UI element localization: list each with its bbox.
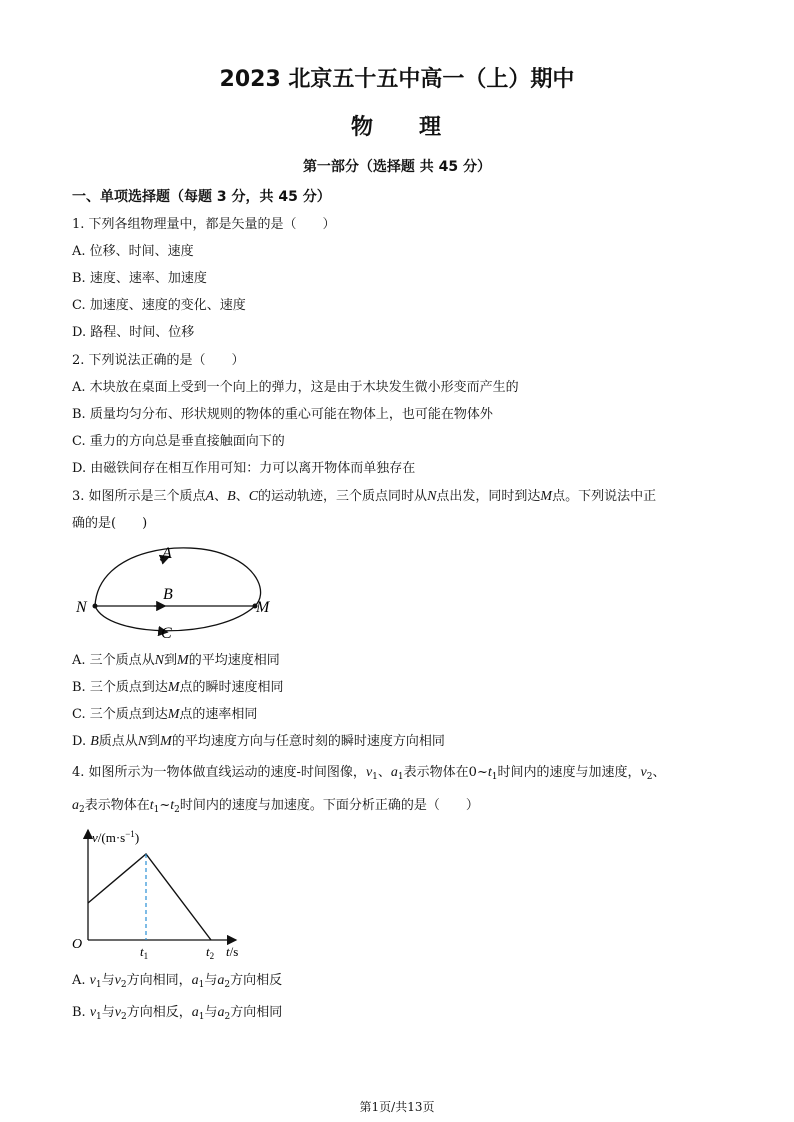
subscript: 1: [491, 772, 498, 782]
var-b: B: [227, 489, 236, 504]
subject-char-b: 理: [419, 115, 444, 140]
var-t: t: [149, 798, 154, 813]
var-a: a: [191, 1005, 199, 1020]
text: 与: [101, 973, 115, 988]
text: 时间内的速度与加速度。下面分析正确的是（ ）: [179, 798, 479, 813]
subscript: 1: [372, 772, 378, 782]
section-heading: 一、单项选择题（每题 3 分，共 45 分）: [72, 189, 331, 205]
subject-char-a: 物: [350, 115, 375, 140]
q4-option-b: [72, 1004, 282, 1026]
q2-option-b: B. 质量均匀分布、形状规则的物体的重心可能在物体上，也可能在物体外: [72, 407, 493, 422]
q3-trajectory-figure: [68, 538, 288, 646]
t-axis-label: t/s: [226, 944, 239, 959]
q3-option-d: [72, 733, 445, 751]
subscript: 2: [224, 1012, 231, 1022]
text: 到: [147, 734, 161, 749]
var-m: M: [177, 653, 189, 668]
q3-stem: [72, 488, 656, 506]
var-m: M: [540, 489, 553, 504]
separator: 、: [214, 489, 228, 504]
var-m: M: [167, 680, 180, 695]
var-v: v: [114, 1005, 122, 1020]
var-v: v: [640, 765, 647, 780]
origin-label: O: [72, 937, 83, 952]
text: ~: [159, 798, 171, 813]
q3-option-c: [72, 706, 257, 724]
trajectory-a: [95, 548, 261, 606]
text: A. 三个质点从: [72, 653, 155, 668]
label-m: M: [256, 599, 270, 616]
t2-label: $t_2$: [206, 944, 215, 961]
label-c: C: [161, 625, 172, 642]
var-a: a: [390, 765, 398, 780]
page-title: 2023 北京五十五中高一（上）期中: [219, 67, 575, 92]
var-m: M: [167, 707, 180, 722]
var-v: v: [89, 973, 96, 988]
text: 方向相反: [230, 973, 283, 988]
subscript: 1: [397, 772, 404, 782]
text: 质点从: [98, 734, 138, 749]
q3-option-b: [72, 679, 284, 697]
text: 点的瞬时速度相同: [179, 680, 284, 695]
subscript: 2: [121, 1012, 127, 1022]
var-b: B: [90, 734, 99, 749]
var-n: N: [137, 734, 148, 749]
var-n: N: [427, 489, 437, 504]
q3-option-a: [72, 652, 280, 670]
var-a: a: [72, 798, 79, 813]
var-v: v: [89, 1005, 97, 1020]
var-m: M: [160, 734, 172, 749]
part-heading: 第一部分（选择题 共 45 分）: [302, 159, 492, 175]
text: 的平均速度相同: [188, 653, 280, 668]
text: 与: [101, 1005, 115, 1020]
q1-option-c: C. 加速度、速度的变化、速度: [72, 298, 246, 313]
q1-stem: 1. 下列各组物理量中，都是矢量的是（ ）: [72, 217, 336, 232]
v-label: $v/(m\cdot s^{-1})$: [92, 829, 140, 845]
text: D.: [72, 734, 87, 749]
text: B.: [72, 1005, 86, 1020]
text: C. 三个质点到达: [72, 707, 168, 722]
text: B. 三个质点到达: [72, 680, 168, 695]
v-unit-close: ): [134, 830, 140, 845]
q1-option-d: D. 路程、时间、位移: [72, 325, 195, 340]
q2-stem: 2. 下列说法正确的是（ ）: [72, 353, 245, 368]
text: 0: [468, 765, 477, 780]
text: 到: [164, 653, 178, 668]
text: 、: [652, 765, 666, 780]
var-t: t: [487, 765, 492, 780]
var-t: t: [170, 798, 175, 813]
text: 方向相同，: [126, 973, 192, 988]
var-a: a: [217, 973, 225, 988]
page-footer: 第1页/共13页: [359, 1100, 435, 1114]
subscript: 2: [79, 805, 85, 815]
point-n: [93, 604, 98, 609]
subscript: 2: [224, 980, 231, 990]
var-a: a: [191, 973, 199, 988]
text: 时间内的速度与加速度，: [497, 765, 641, 780]
var-v: v: [365, 765, 373, 780]
text: 的平均速度方向与任意时刻的瞬时速度方向相同: [171, 734, 445, 749]
q3-stem-part: 3. 如图所示是三个质点: [72, 489, 206, 504]
q1-option-b: B. 速度、速率、加速度: [72, 271, 207, 286]
q2-option-c: C. 重力的方向总是垂直接触面向下的: [72, 434, 285, 449]
subscript: 1: [198, 980, 205, 990]
t1-label: $t_1$: [140, 944, 149, 961]
text: 点的速率相同: [179, 707, 258, 722]
var-a: a: [217, 1005, 225, 1020]
velocity-line: [88, 854, 211, 940]
var-a: A: [205, 489, 215, 504]
var-v: v: [114, 973, 121, 988]
label-b: B: [163, 586, 173, 603]
separator: 、: [235, 489, 249, 504]
text: 、: [377, 765, 391, 780]
var-c: C: [248, 489, 259, 504]
q4-vt-graph: [66, 822, 266, 962]
q1-option-a: A. 位移、时间、速度: [72, 244, 194, 259]
var-n: N: [154, 653, 164, 668]
subscript: 1: [95, 980, 102, 990]
text: A.: [72, 973, 86, 988]
q2-option-a: A. 木块放在桌面上受到一个向上的弹力，这是由于木块发生微小形变而产生的: [72, 380, 519, 395]
text: 4. 如图所示为一物体做直线运动的速度-时间图像，: [72, 765, 366, 780]
text: 方向相反，: [126, 1005, 192, 1020]
v-unit-exponent: −1: [125, 829, 135, 839]
subscript: 2: [120, 980, 127, 990]
subscript: 2: [174, 805, 180, 815]
subscript: 2: [646, 772, 653, 782]
q3-stem-part: 的运动轨迹，三个质点同时从: [258, 489, 428, 504]
text: 方向相同: [230, 1005, 283, 1020]
label-a: A: [162, 545, 172, 562]
text: 与: [204, 973, 218, 988]
subject-title: [0, 110, 794, 141]
label-n: N: [76, 599, 87, 616]
q3-stem-part: 点。下列说法中正: [552, 489, 657, 504]
q4-option-a: [72, 972, 282, 994]
q4-stem-line1: [72, 764, 665, 786]
text: 表示物体在: [84, 798, 150, 813]
trajectory-c: [95, 606, 255, 631]
q2-option-d: D. 由磁铁间存在相互作用可知：力可以离开物体而单独存在: [72, 461, 416, 476]
q3-stem-line2: 确的是( ): [72, 516, 148, 531]
q4-stem-line2: [72, 797, 479, 819]
subscript: 1: [198, 1012, 205, 1022]
text: 与: [204, 1005, 218, 1020]
q3-stem-part: 点出发，同时到达: [436, 489, 541, 504]
text: 表示物体在: [403, 765, 469, 780]
text: ~: [476, 765, 488, 780]
subscript: 1: [96, 1012, 102, 1022]
subscript: 1: [153, 805, 160, 815]
